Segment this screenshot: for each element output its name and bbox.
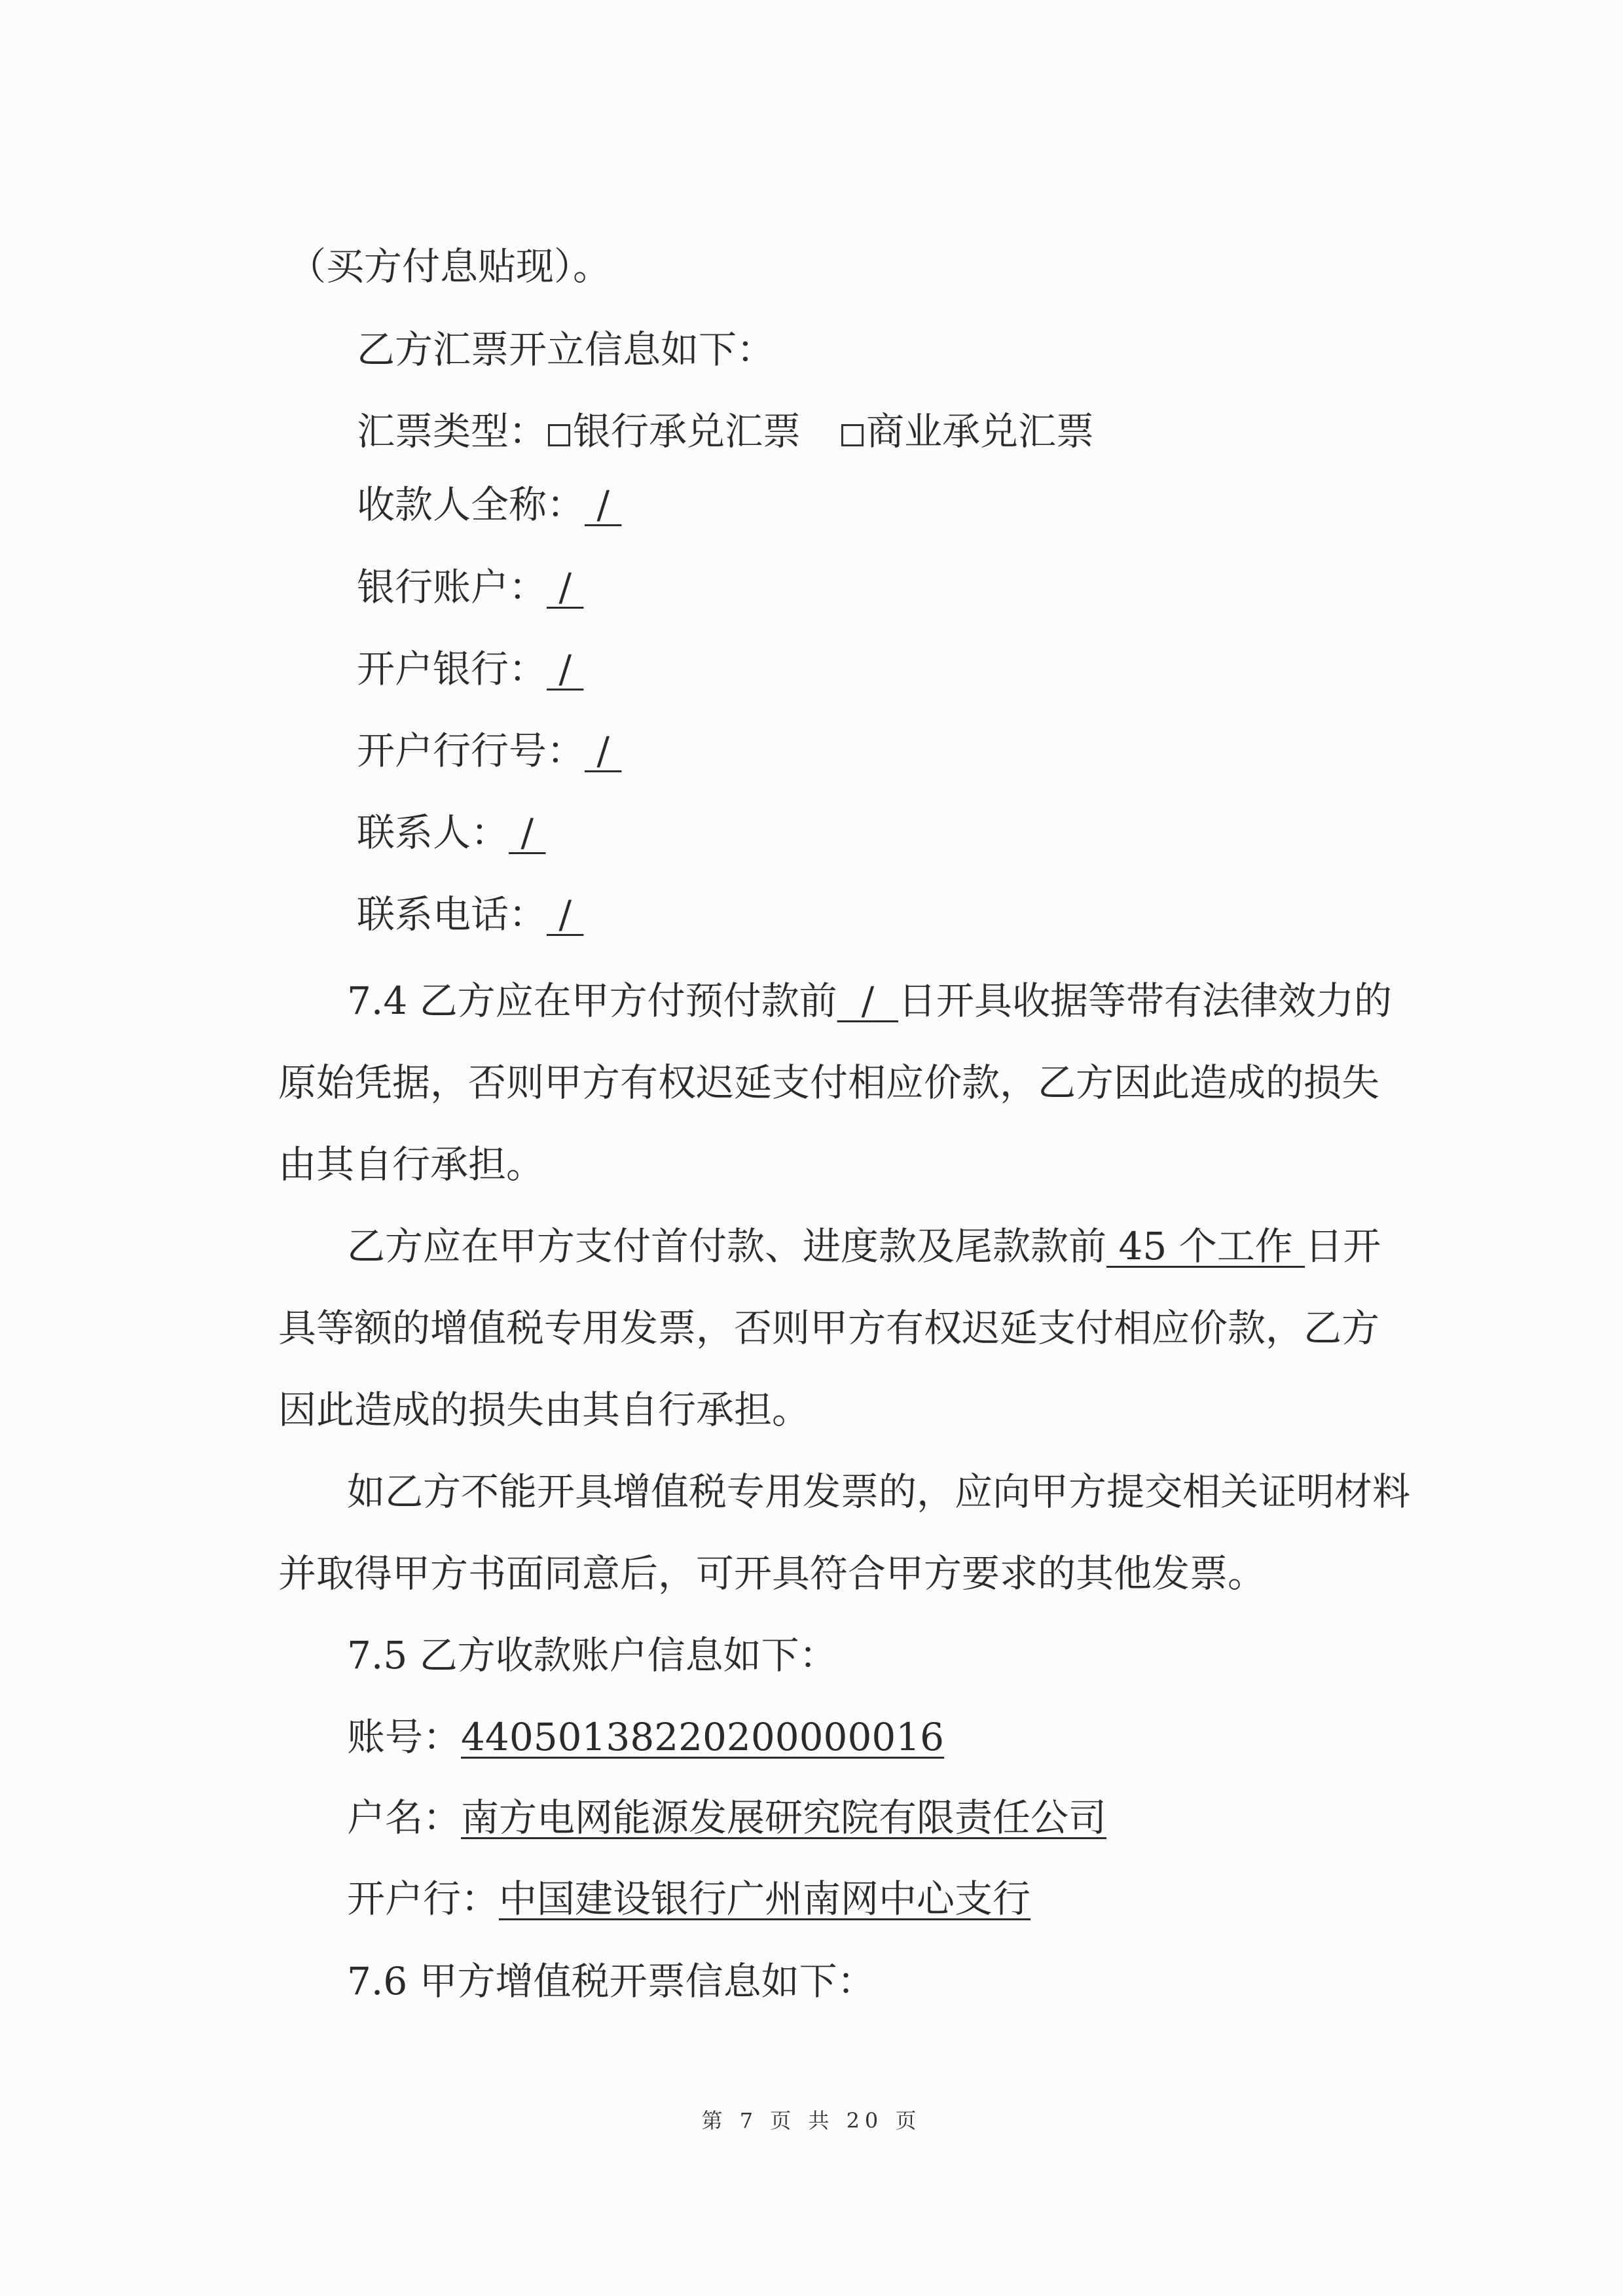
- bank-acceptance-checkbox[interactable]: [548, 424, 570, 446]
- contact-person-value: /: [520, 810, 534, 855]
- bank-code-row: [357, 728, 621, 773]
- account-number-row: [347, 1715, 945, 1759]
- contact-person-label: 联系人：: [357, 810, 509, 855]
- text: 因此造成的损失由其自行承担。: [278, 1388, 811, 1432]
- text: 乙方汇票开立信息如下：: [357, 327, 775, 372]
- commercial-acceptance-label: 商业承兑汇票: [866, 409, 1095, 454]
- opening-bank-value: /: [558, 647, 572, 691]
- text: 如乙方不能开具增值税专用发票的，应向甲方提交相关证明材料: [347, 1469, 1411, 1514]
- account-bank-value: 中国建设银行广州南网中心支行: [499, 1876, 1031, 1921]
- prepayment-days-value: /: [861, 978, 875, 1023]
- text: 具等额的增值税专用发票，否则甲方有权迟延支付相应价款，乙方: [278, 1306, 1380, 1350]
- text: 日开具收据等带有法律效力的: [898, 978, 1392, 1023]
- text-line-buyer-discount: [288, 244, 611, 289]
- clause-7-4-line-2: [278, 1060, 1380, 1105]
- draft-type-label: 汇票类型：: [357, 409, 547, 454]
- draft-info-heading: [357, 327, 775, 372]
- opening-bank-label: 开户银行：: [357, 647, 547, 691]
- bank-code-value: /: [596, 728, 610, 773]
- account-name-value: 南方电网能源发展研究院有限责任公司: [461, 1795, 1107, 1840]
- clause-7-4-line-3: [278, 1142, 545, 1187]
- commercial-acceptance-checkbox[interactable]: [841, 424, 864, 446]
- account-bank-label: 开户行：: [347, 1876, 500, 1921]
- clause-7-5-heading: [347, 1633, 837, 1677]
- payee-name-row: [357, 482, 621, 527]
- account-name-row: [347, 1795, 1107, 1840]
- payee-name-value: /: [596, 482, 610, 527]
- opening-bank-row: [357, 647, 583, 691]
- account-number-value: 44050138220200000016: [461, 1715, 945, 1759]
- payee-name-label: 收款人全称：: [357, 482, 585, 527]
- invoice-para-line-3: [278, 1388, 811, 1432]
- account-bank-row: [347, 1876, 1031, 1921]
- text: 7.5 乙方收款账户信息如下：: [347, 1633, 837, 1677]
- page-number-footer: 第 7 页 共 20 页: [701, 2108, 922, 2133]
- bank-account-row: [357, 565, 583, 609]
- invoice-para-line-2: [278, 1306, 1380, 1350]
- text: 日开: [1305, 1224, 1381, 1268]
- text: 并取得甲方书面同意后，可开具符合甲方要求的其他发票。: [278, 1551, 1266, 1596]
- text: （买方付息贴现）。: [288, 244, 611, 289]
- invoice-para-line-1: [347, 1224, 1381, 1268]
- bank-code-label: 开户行行号：: [357, 728, 585, 773]
- contact-phone-value: /: [558, 892, 572, 937]
- contact-phone-row: [357, 892, 583, 937]
- text: 7.6 甲方增值税开票信息如下：: [347, 1959, 875, 2003]
- invoice-days-value: 45 个工作: [1106, 1224, 1305, 1268]
- other-invoice-line-2: [278, 1551, 1266, 1596]
- text: 原始凭据，否则甲方有权迟延支付相应价款，乙方因此造成的损失: [278, 1060, 1380, 1105]
- clause-7-4-line-1: [347, 978, 1392, 1023]
- text: 由其自行承担。: [278, 1142, 545, 1187]
- bank-acceptance-label: 银行承兑汇票: [573, 409, 801, 454]
- contact-person-row: [357, 810, 545, 855]
- text: 乙方应在甲方支付首付款、进度款及尾款款前: [347, 1224, 1107, 1268]
- account-name-label: 户名：: [347, 1795, 462, 1840]
- contact-phone-label: 联系电话：: [357, 892, 547, 937]
- clause-7-6-heading: [347, 1959, 875, 2003]
- draft-type-row: [357, 409, 1095, 454]
- bank-account-value: /: [558, 565, 572, 609]
- bank-account-label: 银行账户：: [357, 565, 547, 609]
- account-number-label: 账号：: [347, 1715, 462, 1759]
- text: 7.4 乙方应在甲方付预付款前: [347, 978, 837, 1023]
- other-invoice-line-1: [347, 1469, 1411, 1514]
